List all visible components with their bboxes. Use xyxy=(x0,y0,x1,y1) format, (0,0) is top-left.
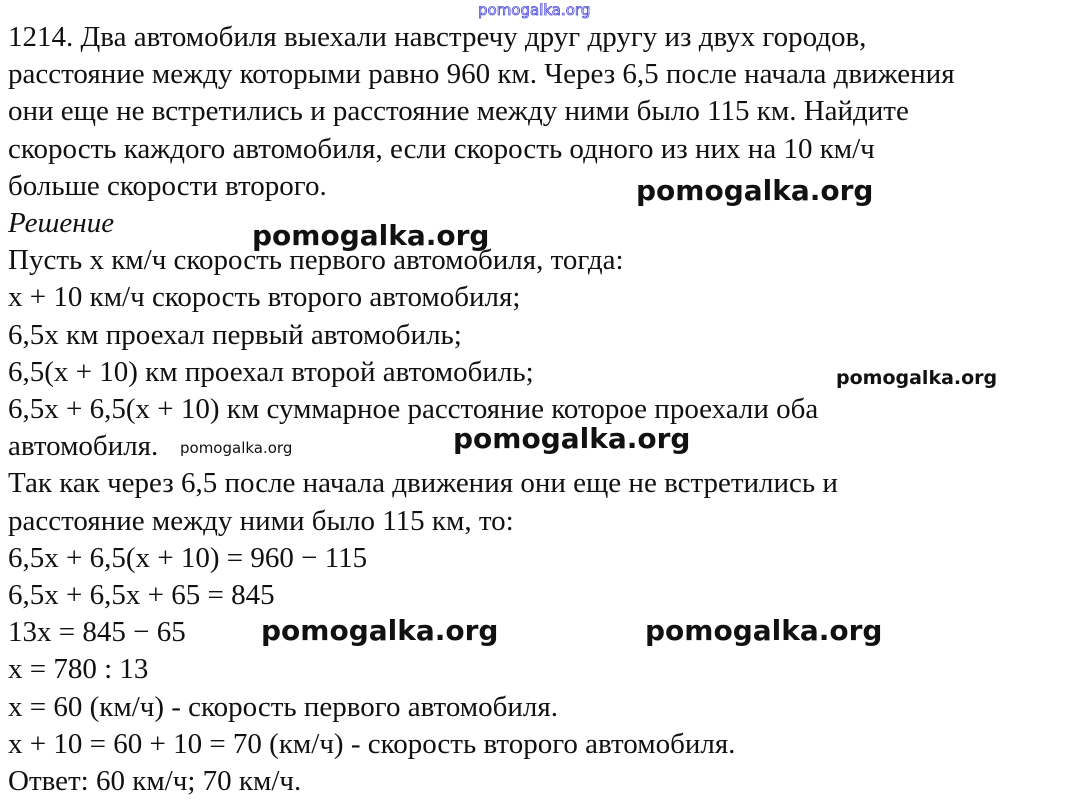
watermark-3: pomogalka.org xyxy=(836,367,998,389)
watermark-1: pomogalka.org xyxy=(636,174,874,207)
watermark-5: pomogalka.org xyxy=(180,439,293,457)
watermark-2: pomogalka.org xyxy=(252,219,490,252)
problem-line-1: 1214. Два автомобиля выехали навстречу друг другу из двух городов, xyxy=(8,21,867,53)
solution-line-4: 6,5(х + 10) км проехал второй автомобиль; xyxy=(8,355,534,388)
problem-line-3: они еще не встретились и расстояние между ними было 115 км. Найдите xyxy=(8,95,909,128)
solution-line-14: х + 10 = 60 + 10 = 70 (км/ч) - скорость второго автомобиля. xyxy=(8,727,736,760)
solution-heading: Решение xyxy=(8,207,115,240)
problem-line-4: скорость каждого автомобиля, если скорость одного из них на 10 км/ч xyxy=(8,132,875,165)
solution-line-7: Так как через 6,5 после начала движения они еще не встретились и xyxy=(8,467,838,500)
solution-line-13: х = 60 (км/ч) - скорость первого автомобиля. xyxy=(8,690,558,723)
solution-line-12: х = 780 : 13 xyxy=(8,653,149,686)
watermark-top: pomogalka.org xyxy=(478,1,591,19)
watermark-4: pomogalka.org xyxy=(453,422,691,455)
watermark-6: pomogalka.org xyxy=(261,614,499,647)
solution-line-11: 13х = 845 − 65 xyxy=(8,616,186,649)
solution-line-1: Пусть х км/ч скорость первого автомобиля, тогда: xyxy=(8,244,624,277)
solution-line-9: 6,5х + 6,5(х + 10) = 960 − 115 xyxy=(8,541,368,574)
solution-line-15: Ответ: 60 км/ч; 70 км/ч. xyxy=(8,765,302,798)
problem-line-5: больше скорости второго. xyxy=(8,169,327,202)
solution-line-2: х + 10 км/ч скорость второго автомобиля; xyxy=(8,281,521,314)
solution-line-5: 6,5х + 6,5(х + 10) км суммарное расстояние которое проехали оба xyxy=(8,393,819,426)
solution-line-10: 6,5х + 6,5х + 65 = 845 xyxy=(8,579,275,612)
solution-line-3: 6,5х км проехал первый автомобиль; xyxy=(8,318,462,351)
watermark-7: pomogalka.org xyxy=(645,614,883,647)
document-body xyxy=(8,19,1063,800)
solution-line-8: расстояние между ними было 115 км, то: xyxy=(8,504,514,537)
problem-line-2: расстояние между которыми равно 960 км. Через 6,5 после начала движения xyxy=(8,58,955,91)
solution-line-6: автомобиля. xyxy=(8,430,159,463)
